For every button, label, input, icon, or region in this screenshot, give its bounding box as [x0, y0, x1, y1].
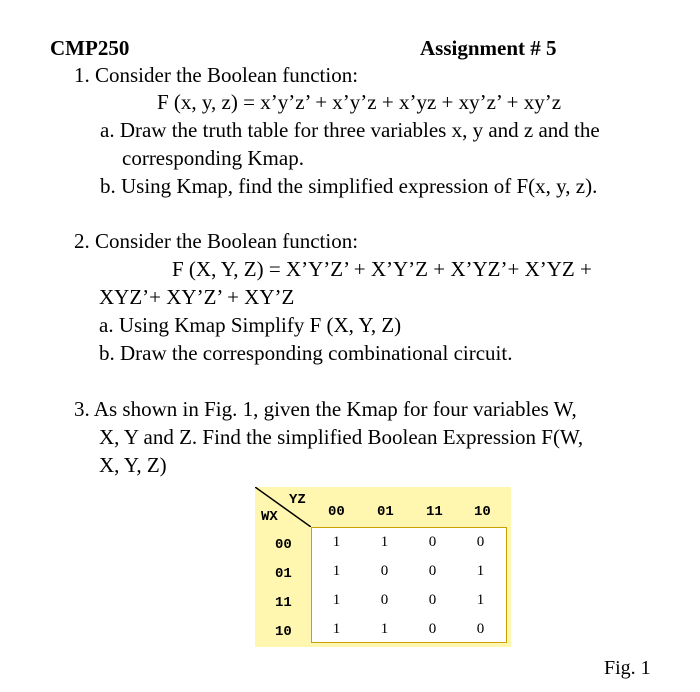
course-code: CMP250 [50, 36, 130, 60]
kmap-row-variable: WX [261, 509, 278, 525]
kmap-cell: 1 [476, 563, 485, 579]
assignment-title: Assignment # 5 [420, 36, 557, 60]
kmap-row-header: 00 [275, 537, 292, 553]
q3-prompt-line1: 3. As shown in Fig. 1, given the Kmap for four variables W, [74, 397, 577, 421]
kmap-cell: 0 [380, 563, 389, 579]
q2-function-line2: XYZ’+ XY’Z’ + XY’Z [99, 285, 295, 309]
kmap-column-variable: YZ [289, 492, 306, 508]
kmap-cell: 0 [476, 621, 485, 637]
figure-caption: Fig. 1 [604, 657, 651, 679]
kmap-cell: 0 [428, 621, 437, 637]
kmap-cell: 1 [476, 592, 485, 608]
kmap-row-header: 11 [275, 595, 292, 611]
kmap-cell: 0 [428, 534, 437, 550]
kmap-row-header: 10 [275, 624, 292, 640]
kmap-figure [255, 487, 511, 647]
q2-part-b: b. Draw the corresponding combinational circuit. [99, 341, 513, 365]
kmap-cell: 1 [380, 534, 389, 550]
kmap-cell: 1 [332, 621, 341, 637]
kmap-grid [311, 527, 507, 643]
q1-part-b: b. Using Kmap, find the simplified expression of F(x, y, z). [100, 174, 598, 198]
q1-function: F (x, y, z) = x’y’z’ + x’y’z + x’yz + xy’z’ + xy’z [157, 90, 562, 114]
kmap-cell: 1 [332, 534, 341, 550]
q1-prompt: 1. Consider the Boolean function: [74, 63, 359, 87]
q2-function-line1: F (X, Y, Z) = X’Y’Z’ + X’Y’Z + X’YZ’+ X’YZ + [172, 257, 592, 281]
kmap-cell: 0 [428, 592, 437, 608]
kmap-cell: 0 [380, 592, 389, 608]
kmap-col-header: 10 [474, 504, 491, 520]
q1-part-a-line1: a. Draw the truth table for three variables x, y and z and the [100, 118, 600, 142]
q1-part-a-line2: corresponding Kmap. [122, 146, 304, 170]
kmap-cell: 0 [428, 563, 437, 579]
q2-prompt: 2. Consider the Boolean function: [74, 229, 359, 253]
kmap-col-header: 11 [426, 504, 443, 520]
q3-prompt-line3: X, Y, Z) [99, 453, 167, 477]
q2-part-a: a. Using Kmap Simplify F (X, Y, Z) [99, 313, 402, 337]
kmap-col-header: 00 [328, 504, 345, 520]
kmap-col-header: 01 [377, 504, 394, 520]
kmap-cell: 0 [476, 534, 485, 550]
kmap-cell: 1 [332, 592, 341, 608]
q3-prompt-line2: X, Y and Z. Find the simplified Boolean Expression F(W, [99, 425, 584, 449]
kmap-cell: 1 [332, 563, 341, 579]
kmap-row-header: 01 [275, 566, 292, 582]
kmap-cell: 1 [380, 621, 389, 637]
